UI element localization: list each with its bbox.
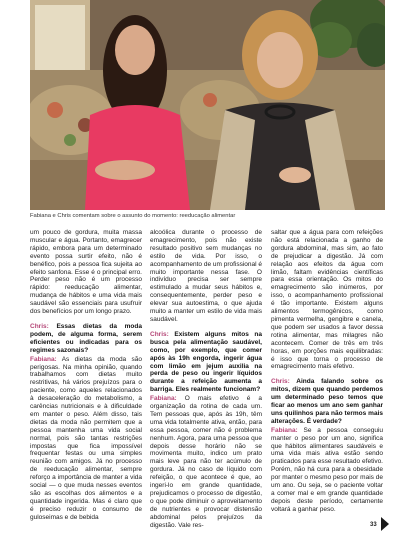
speaker-name: Chris:: [271, 378, 290, 386]
text-column-2: [150, 229, 262, 529]
text-column-3: [271, 229, 383, 529]
body-paragraph: alcoólica durante o processo de emagrecimento, pois não existe resultado positivo sem mudanças no estilo de vida. Por isso, o acompanhamento de um profissional é muito importante nessa fase. O indivíduo precisa ser sempre estimulado a mudar seus hábitos e, consequentemente, perder peso e elevar sua autoestima, o que ajuda muito a manter um estilo de vida mais saudável.: [150, 229, 262, 323]
interview-question: [271, 378, 383, 425]
interview-photo: [30, 0, 385, 210]
text-column-1: [30, 229, 142, 529]
speaker-name: Fabiana:: [30, 355, 57, 363]
answer-text: Se a pessoa conseguiu manter o peso por um ano, significa que hábitos alimentares saudáveis e uma vida mais ativa estão sendo praticados para esse resultado efetivo. Porém, não há cura para a obesidade por manter o mesmo peso por mais de um ano. Ou seja, se o paciente voltar a comer mal e em grande quantidade depois deste período, certamente voltará a ganhar peso.: [271, 426, 383, 513]
question-text: Existem alguns mitos na busca pela alimentação saudável, como, por exemplo, que comer após às 19h engorda, ingerir água com limão em jejum auxilia na perda de peso ou ingerir líquidos durante a refeição aumenta a barriga. Eles realmente funcionam?: [150, 330, 262, 394]
interview-answer: [271, 427, 383, 514]
speaker-name: Fabiana:: [271, 426, 298, 434]
answer-text: O mais efetivo é a organização da rotina de cada um. Tem pessoas que, após às 19h, têm uma vida totalmente ativa, então, para essa pessoa, comer não é problema nenhum. Agora, para uma pessoa que depois desse horário não se movimenta muito, indico um prato mais leve para não ter acúmulo de gordura. Já no caso de líquido com refeição, o que acontece é que, ao ingeri-lo em grande quantidade, prejudicamos o processo de digestão, o que pode diminuir o aproveitamento de nutrientes e provocar distensão abdominal pelos prejuízos da digestão. Vale res-: [150, 395, 262, 529]
interview-question: [30, 323, 142, 355]
interview-answer: [30, 356, 142, 522]
question-text: Essas dietas da moda podem, de alguma forma, serem eficientes ou indicadas para os regimes sazonais?: [30, 322, 142, 354]
speaker-name: Chris:: [150, 330, 169, 338]
question-text: Ainda falando sobre os mitos, dizem que quando perdemos um determinado peso temos que ficar ao menos um ano sem ganhar uns quilinhos para não termos mais alterações. É verdade?: [271, 378, 383, 425]
page-number: 33: [370, 522, 377, 528]
interview-question: [150, 331, 262, 394]
next-page-arrow-icon: [381, 517, 389, 531]
speaker-name: Fabiana:: [150, 395, 177, 403]
interview-answer: [150, 395, 262, 529]
photo-caption: Fabiana e Chris comentam sobre o assunto do momento: reeducação alimentar: [30, 213, 236, 219]
answer-text: As dietas da moda são perigosas. Na minha opinião, quando trabalhamos com dietas muito restritivas, há vários prejuízos para o paciente, como aqueles relacionados à desaceleração do metabolismo, a carências nutricionais e à dificuldade em manter o peso. Além disso, tais dietas da moda não permitem que a pessoa mantenha uma vida social normal, pois são tantas restrições impostas que fica impossível frequentar festas ou uma simples reunião com amigos. Já no processo de reeducação alimentar, sempre reforço a importância de manter a vida social — o que muda nesses eventos são as escolhas dos alimentos e a quantidade ingerida. Mas é claro que é preciso reduzir o consumo de guloseimas e de bebida: [30, 355, 142, 521]
speaker-name: Chris:: [30, 322, 49, 330]
body-paragraph: um pouco de gordura, muita massa muscular e água. Portanto, emagrecer rápido, embora para um determinado evento possa surtir efeito, não é benéfico, pois a pessoa fica sujeita ao efeito sanfona. Esse é o principal erro. Perder peso não é um processo rápido: reeducação alimentar, mudança de hábitos e uma vida mais saudável são essenciais para usufruir dos benefícios por um longo prazo.: [30, 229, 142, 316]
body-paragraph: saltar que a água para com refeições não está relacionada a ganho de gordura abdominal, mas sim, ao fato de prejudicar a digestão. Já com relação aos efeitos da água com limão, faltam evidências científicas para essa orientação. Os mitos do emagrecimento são inúmeros, por isso, o acompanhamento profissional é tão importante. Existem alguns alimentos termogênicos, como pimenta vermelha, gengibre e canela, que podem ser usados a favor dessa rotina alimentar, mas milagres não acontecem. Comer de três em três horas, em porções mais equilibradas: é isso que torna o processo de emagrecimento mais efetivo.: [271, 229, 383, 371]
photo-illustration: [30, 0, 385, 210]
